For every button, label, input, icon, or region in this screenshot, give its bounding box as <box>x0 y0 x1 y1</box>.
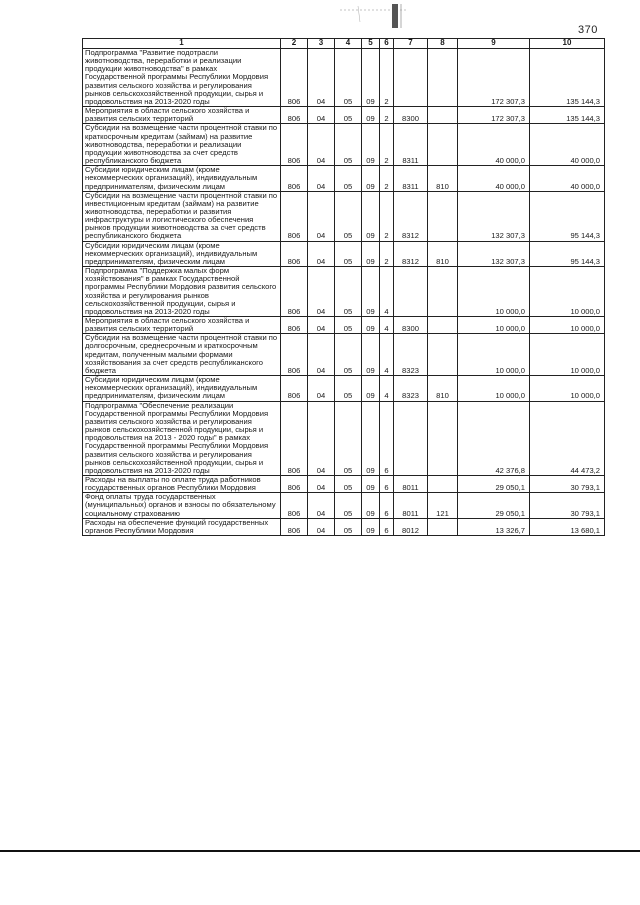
budget-table-sheet <box>82 38 605 536</box>
subprogram-code-cell: 4 <box>380 317 394 334</box>
ministry-code-cell: 806 <box>281 166 308 191</box>
subprogram-code-cell: 4 <box>380 376 394 401</box>
table-row <box>83 493 605 518</box>
expense-type-cell <box>428 518 458 535</box>
subsection-code-cell: 05 <box>335 493 362 518</box>
subprogram-code-cell: 2 <box>380 49 394 107</box>
amount-col9-cell: 10 000,0 <box>458 334 530 376</box>
amount-col10-cell: 30 793,1 <box>530 493 605 518</box>
table-row <box>83 334 605 376</box>
subprogram-code-cell: 6 <box>380 401 394 475</box>
expense-type-cell: 810 <box>428 241 458 266</box>
table-row <box>83 475 605 492</box>
amount-col9-cell: 29 050,1 <box>458 475 530 492</box>
target-article-cell: 8011 <box>394 493 428 518</box>
amount-col10-cell: 40 000,0 <box>530 124 605 166</box>
subsection-code-cell: 05 <box>335 317 362 334</box>
row-name-cell: Подпрограмма "Обеспечение реализации Государственной программы Республики Мордовия развития сельского хозяйства и регулирования рынков сельскохозяйственной продукции, сырья и продовольствия на 2013 - 2020 годы" в рамках Государственной программы Республики Мордовия развития сельского хозяйства и регулирования рынков сельскохозяйственной продукции, сырья и продовольствия на 2013-2020 годы <box>83 401 281 475</box>
program-code-cell: 09 <box>362 475 380 492</box>
row-name-cell: Мероприятия в области сельского хозяйства и развития сельских территорий <box>83 107 281 124</box>
ministry-code-cell: 806 <box>281 191 308 241</box>
table-row <box>83 401 605 475</box>
table-row <box>83 124 605 166</box>
subsection-code-cell: 05 <box>335 267 362 317</box>
amount-col9-cell: 29 050,1 <box>458 493 530 518</box>
amount-col10-cell: 10 000,0 <box>530 376 605 401</box>
header-col-4: 4 <box>335 39 362 49</box>
program-code-cell: 09 <box>362 376 380 401</box>
row-name-cell: Расходы на выплаты по оплате труда работников государственных органов Республики Мордовия <box>83 475 281 492</box>
subsection-code-cell: 05 <box>335 49 362 107</box>
table-row <box>83 241 605 266</box>
row-name-cell: Субсидии на возмещение части процентной ставки по инвестиционным кредитам (займам) на развитие животноводства, переработки и развития инфраструктуры и логистического обеспечения рынков продукции животноводства за счет средств республиканского бюджета <box>83 191 281 241</box>
program-code-cell: 09 <box>362 191 380 241</box>
section-code-cell: 04 <box>308 107 335 124</box>
ministry-code-cell: 806 <box>281 401 308 475</box>
table-header-row <box>83 39 605 49</box>
expense-type-cell <box>428 475 458 492</box>
row-name-cell: Расходы на обеспечение функций государственных органов Республики Мордовия <box>83 518 281 535</box>
section-code-cell: 04 <box>308 241 335 266</box>
header-col-2: 2 <box>281 39 308 49</box>
amount-col10-cell: 95 144,3 <box>530 241 605 266</box>
header-col-8: 8 <box>428 39 458 49</box>
table-row <box>83 191 605 241</box>
header-col-9: 9 <box>458 39 530 49</box>
expense-type-cell <box>428 267 458 317</box>
expense-type-cell <box>428 124 458 166</box>
program-code-cell: 09 <box>362 518 380 535</box>
row-name-cell: Субсидии юридическим лицам (кроме некоммерческих организаций), индивидуальным предпринимателям, физическим лицам <box>83 376 281 401</box>
subsection-code-cell: 05 <box>335 376 362 401</box>
program-code-cell: 09 <box>362 166 380 191</box>
program-code-cell: 09 <box>362 124 380 166</box>
program-code-cell: 09 <box>362 49 380 107</box>
header-col-1: 1 <box>83 39 281 49</box>
target-article-cell: 8311 <box>394 124 428 166</box>
section-code-cell: 04 <box>308 493 335 518</box>
amount-col10-cell: 10 000,0 <box>530 267 605 317</box>
header-col-6: 6 <box>380 39 394 49</box>
target-article-cell <box>394 49 428 107</box>
row-name-cell: Фонд оплаты труда государственных (муниципальных) органов и взносы по обязательному социальному страхованию <box>83 493 281 518</box>
ministry-code-cell: 806 <box>281 475 308 492</box>
program-code-cell: 09 <box>362 317 380 334</box>
amount-col10-cell: 95 144,3 <box>530 191 605 241</box>
ministry-code-cell: 806 <box>281 241 308 266</box>
ministry-code-cell: 806 <box>281 376 308 401</box>
table-row <box>83 376 605 401</box>
subsection-code-cell: 05 <box>335 241 362 266</box>
section-code-cell: 04 <box>308 317 335 334</box>
ministry-code-cell: 806 <box>281 107 308 124</box>
section-code-cell: 04 <box>308 49 335 107</box>
section-code-cell: 04 <box>308 166 335 191</box>
row-name-cell: Подпрограмма "Поддержка малых форм хозяйствования" в рамках Государственной программы Республики Мордовия развития сельского хозяйства и регулирования рынков сельскохозяйственной продукции, сырья и продовольствия на 2013-2020 годы <box>83 267 281 317</box>
amount-col9-cell: 10 000,0 <box>458 267 530 317</box>
expense-type-cell: 810 <box>428 166 458 191</box>
target-article-cell: 8323 <box>394 334 428 376</box>
row-name-cell: Субсидии юридическим лицам (кроме некоммерческих организаций), индивидуальным предпринимателям, физическим лицам <box>83 166 281 191</box>
target-article-cell: 8012 <box>394 518 428 535</box>
section-code-cell: 04 <box>308 267 335 317</box>
target-article-cell <box>394 267 428 317</box>
subsection-code-cell: 05 <box>335 124 362 166</box>
amount-col10-cell: 10 000,0 <box>530 334 605 376</box>
subsection-code-cell: 05 <box>335 475 362 492</box>
section-code-cell: 04 <box>308 334 335 376</box>
target-article-cell: 8011 <box>394 475 428 492</box>
page-bottom-rule <box>0 850 640 852</box>
target-article-cell: 8311 <box>394 166 428 191</box>
ministry-code-cell: 806 <box>281 334 308 376</box>
amount-col9-cell: 172 307,3 <box>458 49 530 107</box>
subprogram-code-cell: 2 <box>380 191 394 241</box>
amount-col9-cell: 172 307,3 <box>458 107 530 124</box>
target-article-cell: 8312 <box>394 241 428 266</box>
table-row <box>83 267 605 317</box>
amount-col9-cell: 13 326,7 <box>458 518 530 535</box>
expense-type-cell <box>428 107 458 124</box>
amount-col9-cell: 42 376,8 <box>458 401 530 475</box>
subsection-code-cell: 05 <box>335 107 362 124</box>
amount-col9-cell: 10 000,0 <box>458 376 530 401</box>
table-row <box>83 49 605 107</box>
subprogram-code-cell: 6 <box>380 475 394 492</box>
section-code-cell: 04 <box>308 124 335 166</box>
program-code-cell: 09 <box>362 334 380 376</box>
ministry-code-cell: 806 <box>281 493 308 518</box>
amount-col10-cell: 30 793,1 <box>530 475 605 492</box>
budget-table <box>82 38 605 536</box>
subprogram-code-cell: 2 <box>380 124 394 166</box>
program-code-cell: 09 <box>362 401 380 475</box>
table-row <box>83 518 605 535</box>
target-article-cell <box>394 401 428 475</box>
expense-type-cell <box>428 317 458 334</box>
row-name-cell: Субсидии юридическим лицам (кроме некоммерческих организаций), индивидуальным предпринимателям, физическим лицам <box>83 241 281 266</box>
expense-type-cell <box>428 191 458 241</box>
amount-col10-cell: 135 144,3 <box>530 107 605 124</box>
header-col-3: 3 <box>308 39 335 49</box>
subprogram-code-cell: 6 <box>380 518 394 535</box>
ministry-code-cell: 806 <box>281 124 308 166</box>
program-code-cell: 09 <box>362 107 380 124</box>
scan-binding-mark <box>338 2 408 30</box>
header-col-5: 5 <box>362 39 380 49</box>
subprogram-code-cell: 2 <box>380 166 394 191</box>
subprogram-code-cell: 4 <box>380 334 394 376</box>
subprogram-code-cell: 2 <box>380 107 394 124</box>
subsection-code-cell: 05 <box>335 518 362 535</box>
header-col-7: 7 <box>394 39 428 49</box>
section-code-cell: 04 <box>308 518 335 535</box>
amount-col9-cell: 40 000,0 <box>458 124 530 166</box>
page-number: 370 <box>578 24 598 36</box>
amount-col9-cell: 40 000,0 <box>458 166 530 191</box>
table-row <box>83 107 605 124</box>
table-row <box>83 166 605 191</box>
expense-type-cell <box>428 49 458 107</box>
subsection-code-cell: 05 <box>335 334 362 376</box>
amount-col10-cell: 40 000,0 <box>530 166 605 191</box>
ministry-code-cell: 806 <box>281 49 308 107</box>
ministry-code-cell: 806 <box>281 317 308 334</box>
program-code-cell: 09 <box>362 241 380 266</box>
expense-type-cell: 810 <box>428 376 458 401</box>
expense-type-cell <box>428 401 458 475</box>
section-code-cell: 04 <box>308 401 335 475</box>
expense-type-cell: 121 <box>428 493 458 518</box>
ministry-code-cell: 806 <box>281 267 308 317</box>
amount-col9-cell: 132 307,3 <box>458 241 530 266</box>
amount-col9-cell: 132 307,3 <box>458 191 530 241</box>
amount-col10-cell: 44 473,2 <box>530 401 605 475</box>
program-code-cell: 09 <box>362 267 380 317</box>
row-name-cell: Субсидии на возмещение части процентной ставки по краткосрочным кредитам (займам) на развитие животноводства, переработки и реализации продукции животноводства за счет средств республиканского бюджета <box>83 124 281 166</box>
target-article-cell: 8323 <box>394 376 428 401</box>
subsection-code-cell: 05 <box>335 401 362 475</box>
target-article-cell: 8300 <box>394 107 428 124</box>
row-name-cell: Субсидии на возмещение части процентной ставки по долгосрочным, среднесрочным и краткосрочным кредитам, полученным малыми формами хозяйствования за счет средств республиканского бюджета <box>83 334 281 376</box>
row-name-cell: Подпрограмма "Развитие подотрасли животноводства, переработки и реализации продукции животноводства" в рамках Государственной программы Республики Мордовия развития сельского хозяйства и регулирования рынков сельскохозяйственной продукции, сырья и продовольствия на 2013-2020 годы <box>83 49 281 107</box>
amount-col9-cell: 10 000,0 <box>458 317 530 334</box>
amount-col10-cell: 10 000,0 <box>530 317 605 334</box>
table-row <box>83 317 605 334</box>
header-col-10: 10 <box>530 39 605 49</box>
target-article-cell: 8300 <box>394 317 428 334</box>
amount-col10-cell: 13 680,1 <box>530 518 605 535</box>
section-code-cell: 04 <box>308 376 335 401</box>
subsection-code-cell: 05 <box>335 166 362 191</box>
target-article-cell: 8312 <box>394 191 428 241</box>
expense-type-cell <box>428 334 458 376</box>
amount-col10-cell: 135 144,3 <box>530 49 605 107</box>
program-code-cell: 09 <box>362 493 380 518</box>
row-name-cell: Мероприятия в области сельского хозяйства и развития сельских территорий <box>83 317 281 334</box>
subprogram-code-cell: 6 <box>380 493 394 518</box>
subprogram-code-cell: 2 <box>380 241 394 266</box>
section-code-cell: 04 <box>308 191 335 241</box>
subprogram-code-cell: 4 <box>380 267 394 317</box>
ministry-code-cell: 806 <box>281 518 308 535</box>
subsection-code-cell: 05 <box>335 191 362 241</box>
section-code-cell: 04 <box>308 475 335 492</box>
